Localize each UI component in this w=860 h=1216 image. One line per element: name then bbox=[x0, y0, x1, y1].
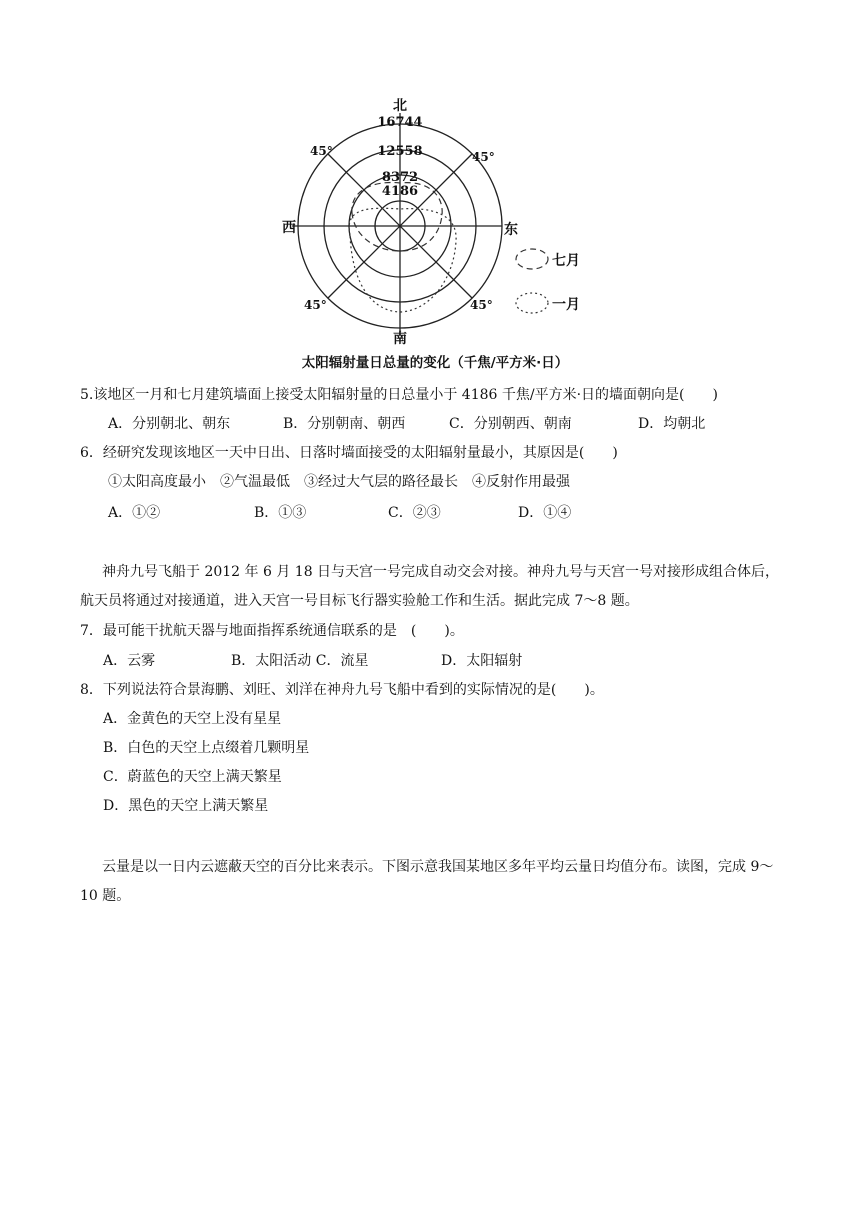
ring-value-12558: 12558 bbox=[377, 144, 423, 159]
q6-stem: 6．经研究发现该地区一天中日出、日落时墙面接受的太阳辐射量最小，其原因是( ) bbox=[80, 445, 618, 461]
q6-items: ①太阳高度最小 ②气温最低 ③经过大气层的路径最长 ④反射作用最强 bbox=[108, 474, 570, 490]
q7-stem: 7．最可能干扰航天器与地面指挥系统通信联系的是 ( )。 bbox=[80, 623, 464, 639]
q7-option-a: A．云雾 bbox=[103, 653, 156, 669]
legend-july-swatch bbox=[516, 249, 548, 269]
ring-value-16744: 16744 bbox=[377, 115, 423, 130]
q6-option-a: A．①② bbox=[108, 505, 161, 521]
figure-caption: 太阳辐射量日总量的变化（千焦/平方米·日） bbox=[301, 355, 569, 371]
legend-january-label: 一月 bbox=[552, 297, 580, 313]
q5-stem: 5.该地区一月和七月建筑墙面上接受太阳辐射量的日总量小于 4186 千焦/平方米·日的墙面朝向是( ) bbox=[80, 387, 718, 403]
angle-label-se: 45° bbox=[470, 298, 493, 312]
ring-value-8372: 8372 bbox=[381, 170, 419, 185]
q6-option-d: D．①④ bbox=[518, 505, 572, 521]
solar-radiation-diagram bbox=[270, 95, 610, 375]
q8-option-c: C．蔚蓝色的天空上满天繁星 bbox=[103, 769, 282, 785]
north-label: 北 bbox=[393, 98, 407, 114]
q7-option-b: B．太阳活动 C．流星 bbox=[231, 653, 369, 669]
passage-shenzhou: 神舟九号飞船于 2012 年 6 月 18 日与天宫一号完成自动交会对接。神舟九号与天宫一号对接形成组合体后，航天员将通过对接通道，进入天宫一号目标飞行器实验舱工作和生活。据此完成 7～8 题。 bbox=[80, 564, 780, 609]
q6-option-b: B．①③ bbox=[254, 505, 307, 521]
south-label: 南 bbox=[393, 331, 407, 347]
q5-option-a: A．分别朝北、朝东 bbox=[108, 416, 231, 432]
west-label: 西 bbox=[282, 220, 296, 236]
q8-option-d: D．黑色的天空上满天繁星 bbox=[103, 798, 269, 814]
q8-option-a: A．金黄色的天空上没有星星 bbox=[103, 711, 282, 727]
q5-option-c: C．分别朝西、朝南 bbox=[449, 416, 572, 432]
q8-option-b: B．白色的天空上点缀着几颗明星 bbox=[103, 740, 310, 756]
q5-option-d: D．均朝北 bbox=[638, 416, 706, 432]
east-label: 东 bbox=[504, 222, 518, 238]
angle-label-ne: 45° bbox=[472, 150, 495, 164]
passage-cloud: 云量是以一日内云遮蔽天空的百分比来表示。下图示意我国某地区多年平均云量日均值分布。读图，完成 9～10 题。 bbox=[80, 859, 774, 904]
angle-label-sw: 45° bbox=[304, 298, 327, 312]
q8-stem: 8．下列说法符合景海鹏、刘旺、刘洋在神舟九号飞船中看到的实际情况的是( )。 bbox=[80, 682, 604, 698]
legend-july-label: 七月 bbox=[552, 253, 580, 269]
legend-january-swatch bbox=[516, 293, 548, 313]
q6-option-c: C．②③ bbox=[388, 505, 441, 521]
q7-option-d: D．太阳辐射 bbox=[441, 653, 523, 669]
ring-value-4186: 4186 bbox=[381, 184, 419, 199]
polar-chart bbox=[270, 95, 610, 375]
angle-label-nw: 45° bbox=[310, 144, 333, 158]
q5-option-b: B．分别朝南、朝西 bbox=[283, 416, 406, 432]
